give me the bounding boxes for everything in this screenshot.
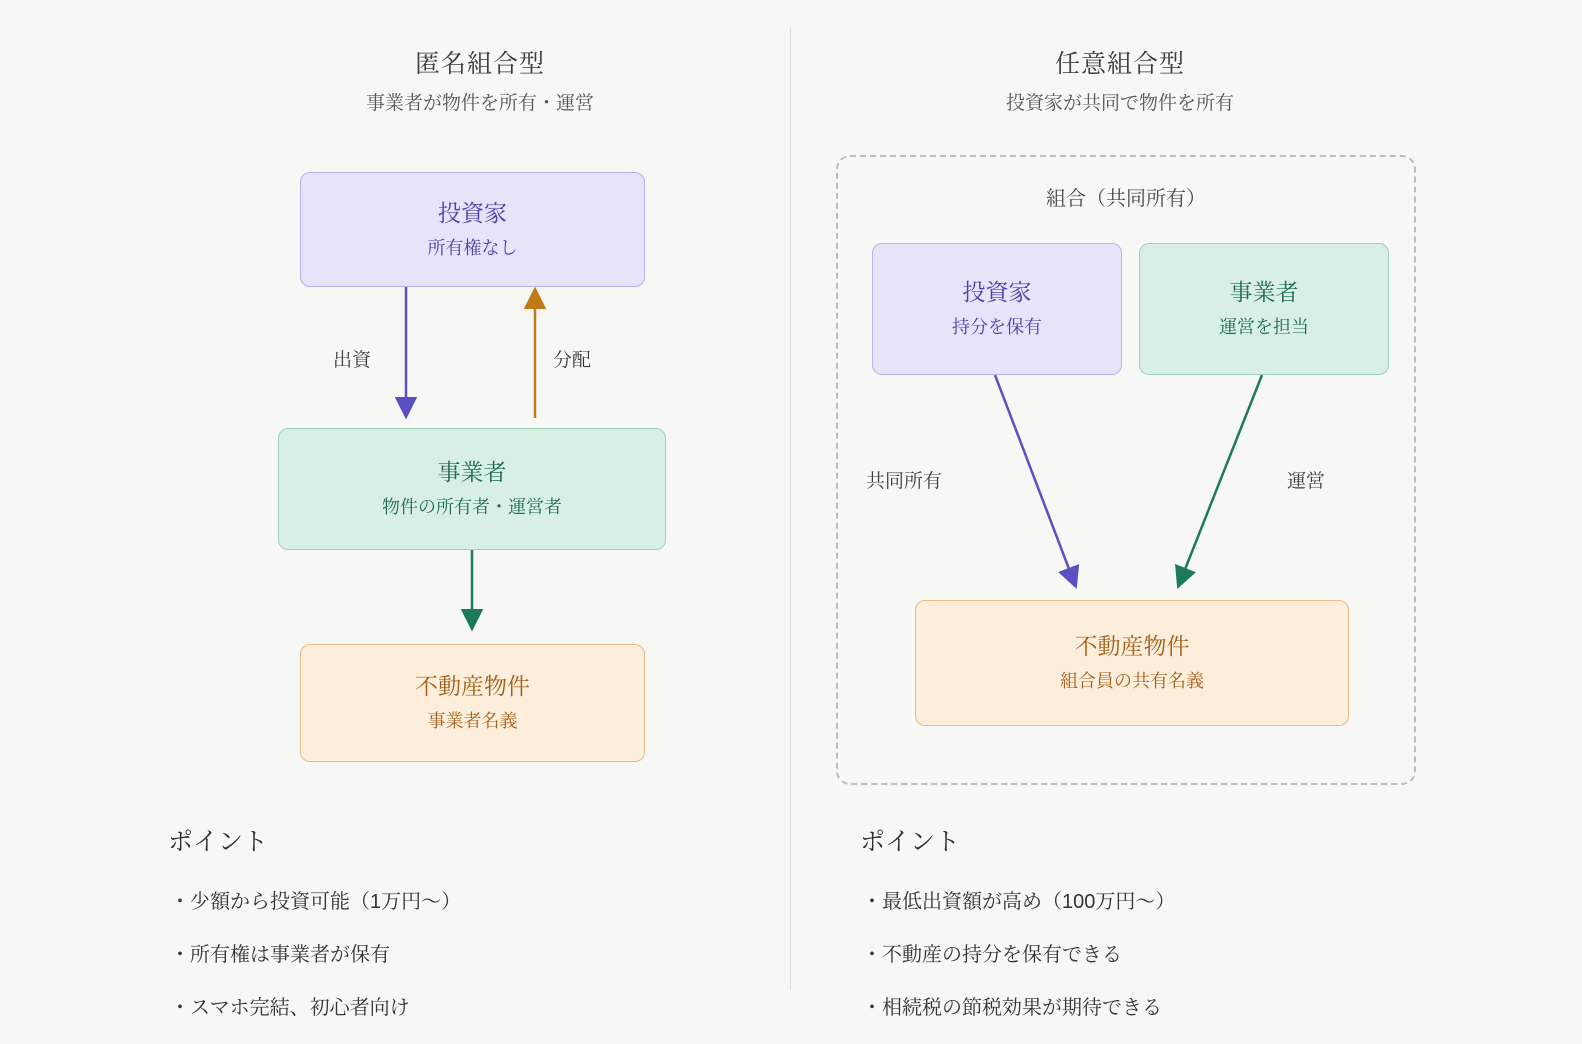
right-node-investor-title: 投資家 bbox=[962, 279, 1032, 306]
left-edge-label-distribute: 分配 bbox=[553, 350, 592, 371]
left-panel-subtitle: 事業者が物件を所有・運営 bbox=[365, 93, 594, 114]
left-panel-title: 匿名組合型 bbox=[414, 50, 545, 78]
left-points-list bbox=[170, 885, 770, 1044]
right-edge-label-operation: 運営 bbox=[1287, 471, 1326, 492]
left-point-item: ・スマホ完結、初心者向け bbox=[170, 997, 410, 1019]
left-node-operator-title: 事業者 bbox=[437, 459, 507, 486]
left-node-investor[interactable] bbox=[300, 172, 645, 287]
left-edge-label-invest: 出資 bbox=[333, 350, 372, 371]
union-group-label: 組合（共同所有） bbox=[1046, 188, 1206, 210]
left-node-operator-sub: 物件の所有者・運営者 bbox=[382, 497, 562, 518]
right-point-item: ・最低出資額が高め（100万円〜） bbox=[862, 891, 1176, 913]
left-node-investor-sub: 所有権なし bbox=[427, 237, 518, 258]
right-points-list bbox=[862, 885, 1502, 1044]
panel-divider bbox=[790, 28, 791, 990]
right-node-property-title: 不動産物件 bbox=[1074, 633, 1190, 660]
left-node-property-title: 不動産物件 bbox=[415, 673, 530, 700]
right-point-item: ・相続税の節税効果が期待できる bbox=[862, 997, 1162, 1019]
right-node-operator-sub: 運営を担当 bbox=[1219, 317, 1309, 338]
right-point-item: ・不動産の持分を保有できる bbox=[862, 944, 1122, 966]
right-node-property[interactable] bbox=[915, 600, 1349, 726]
right-node-investor-sub: 持分を保有 bbox=[952, 317, 1042, 338]
left-points-title: ポイント bbox=[168, 828, 269, 856]
left-point-item: ・少額から投資可能（1万円〜） bbox=[170, 891, 462, 913]
left-node-investor-title: 投資家 bbox=[438, 199, 507, 226]
left-node-property-sub: 事業者名義 bbox=[427, 711, 518, 732]
left-point-item: ・所有権は事業者が保有 bbox=[170, 944, 390, 966]
right-node-operator-title: 事業者 bbox=[1229, 279, 1299, 306]
right-points-title: ポイント bbox=[860, 828, 961, 856]
right-node-property-sub: 組合員の共有名義 bbox=[1060, 671, 1204, 692]
right-node-operator[interactable] bbox=[1139, 243, 1389, 375]
right-node-investor[interactable] bbox=[872, 243, 1122, 375]
right-panel-subtitle: 投資家が共同で物件を所有 bbox=[1005, 93, 1234, 114]
right-panel-title: 任意組合型 bbox=[1054, 50, 1185, 78]
left-node-operator[interactable] bbox=[278, 428, 666, 550]
right-edge-label-co-ownership: 共同所有 bbox=[866, 471, 943, 492]
left-node-property[interactable] bbox=[300, 644, 645, 762]
